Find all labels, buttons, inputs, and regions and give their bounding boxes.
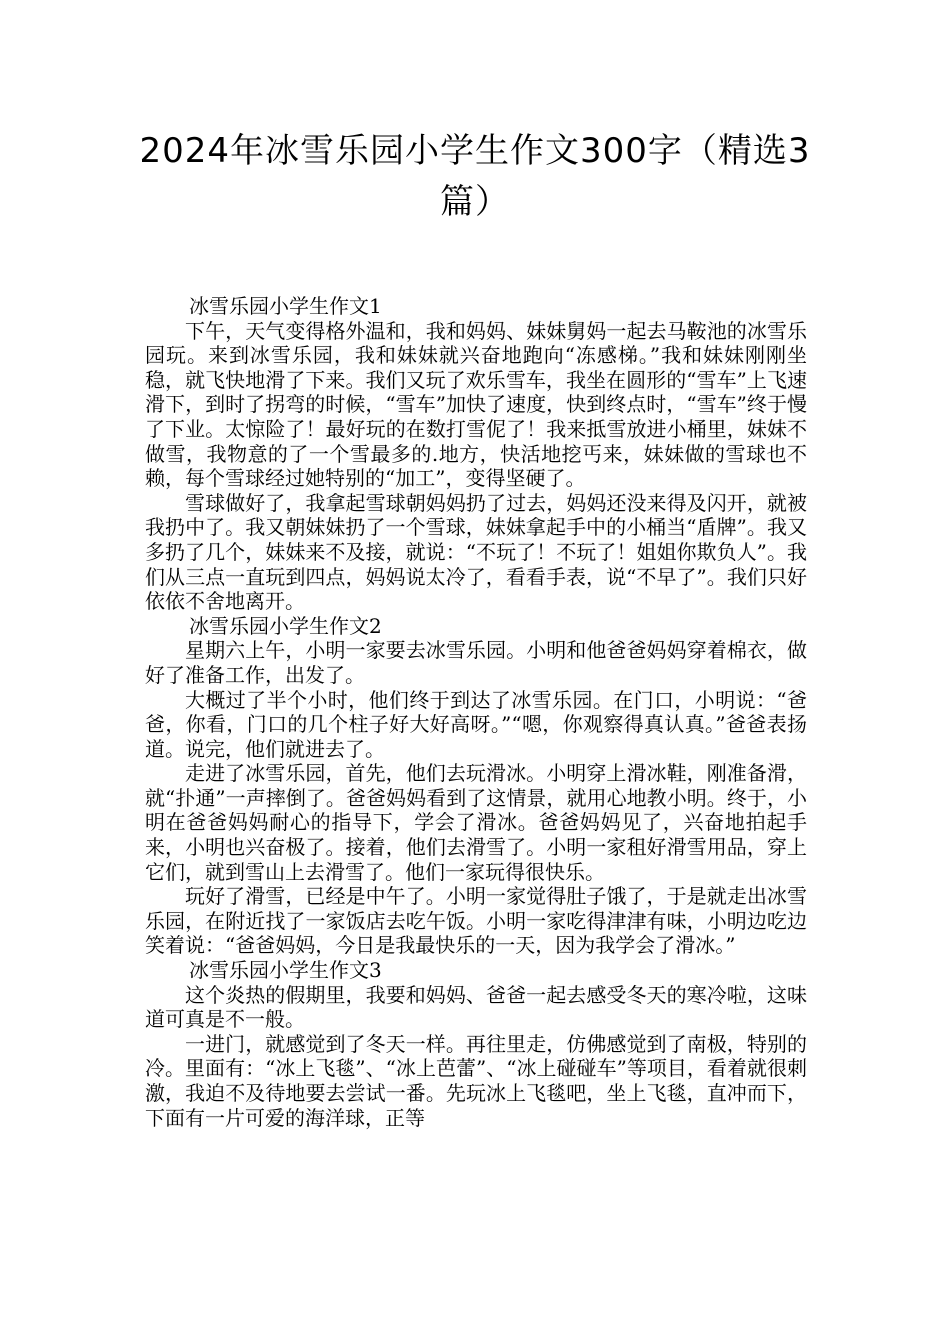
paragraph: 大概过了半个小时，他们终于到达了冰雪乐园。在门口，小明说：“爸爸，你看，门口的几个柱子好大好高呀。”“嗯，你观察得真认真。”爸爸表扬道。说完，他们就进去了。 <box>145 687 807 761</box>
document-body <box>145 294 807 1130</box>
paragraph: 星期六上午，小明一家要去冰雪乐园。小明和他爸爸妈妈穿着棉衣，做好了准备工作，出发了。 <box>145 638 807 687</box>
document-title: 2024年冰雪乐园小学生作文300字（精选3篇） <box>139 131 811 222</box>
section-heading: 冰雪乐园小学生作文3 <box>189 958 382 983</box>
section-heading: 冰雪乐园小学生作文2 <box>189 613 382 638</box>
paragraph: 这个炎热的假期里，我要和妈妈、爸爸一起去感受冬天的寒冷啦，这味道可真是不一般。 <box>145 982 807 1032</box>
paragraph: 走进了冰雪乐园，首先，他们去玩滑冰。小明穿上滑冰鞋，刚准备滑，就“扑通”一声摔倒了。爸爸妈妈看到了这情景，就用心地教小明。终于，小明在爸爸妈妈耐心的指导下，学会了滑冰。爸爸妈妈见了，兴奋地拍起手来，小明也兴奋极了。接着，他们去滑雪了。小明一家租好滑雪用品，穿上它们，就到雪山上去滑雪了。他们一家玩得很快乐。 <box>145 761 807 884</box>
paragraph: 雪球做好了，我拿起雪球朝妈妈扔了过去，妈妈还没来得及闪开，就被我扔中了。我又朝妹妹扔了一个雪球，妹妹拿起手中的小桶当“盾牌”。我又多扔了几个，妹妹来不及接，就说：“不玩了！不玩了！姐姐你欺负人”。我们从三点一直玩到四点，妈妈说太冷了，看看手表，说“不早了”。我们只好依依不舍地离开。 <box>145 490 807 614</box>
paragraph: 一进门，就感觉到了冬天一样。再往里走，仿佛感觉到了南极，特别的冷。里面有：“冰上飞毯”、“冰上芭蕾”、“冰上碰碰车”等项目，看着就很刺激，我迫不及待地要去尝试一番。先玩冰上飞毯吧，坐上飞毯，直冲而下，下面有一片可爱的海洋球，正等 <box>145 1031 807 1130</box>
section-heading: 冰雪乐园小学生作文1 <box>189 294 382 318</box>
paragraph: 下午，天气变得格外温和，我和妈妈、妹妹舅妈一起去马鞍池的冰雪乐园玩。来到冰雪乐园，我和妹妹就兴奋地跑向“冻感梯。”我和妹妹刚刚坐稳，就飞快地滑了下来。我们又玩了欢乐雪车，我坐在圆形的“雪车”上飞速滑下，到时了拐弯的时候，“雪车”加快了速度，快到终点时，“雪车”终于慢了下业。太惊险了！最好玩的在数打雪伲了！我来抵雪放进小桶里，妹妹不做雪，我物意的了一个雪最多的.地方，快活地挖丐来，妹妹做的雪球也不赖，每个雪球经过她特别的“加工”，变得坚硬了。 <box>145 318 807 491</box>
paragraph: 玩好了滑雪，已经是中午了。小明一家觉得肚子饿了，于是就走出冰雪乐园，在附近找了一家饭店去吃午饭。小明一家吃得津津有味，小明边吃边笑着说：“爸爸妈妈，今日是我最快乐的一天，因为我学会了滑冰。” <box>145 884 807 958</box>
